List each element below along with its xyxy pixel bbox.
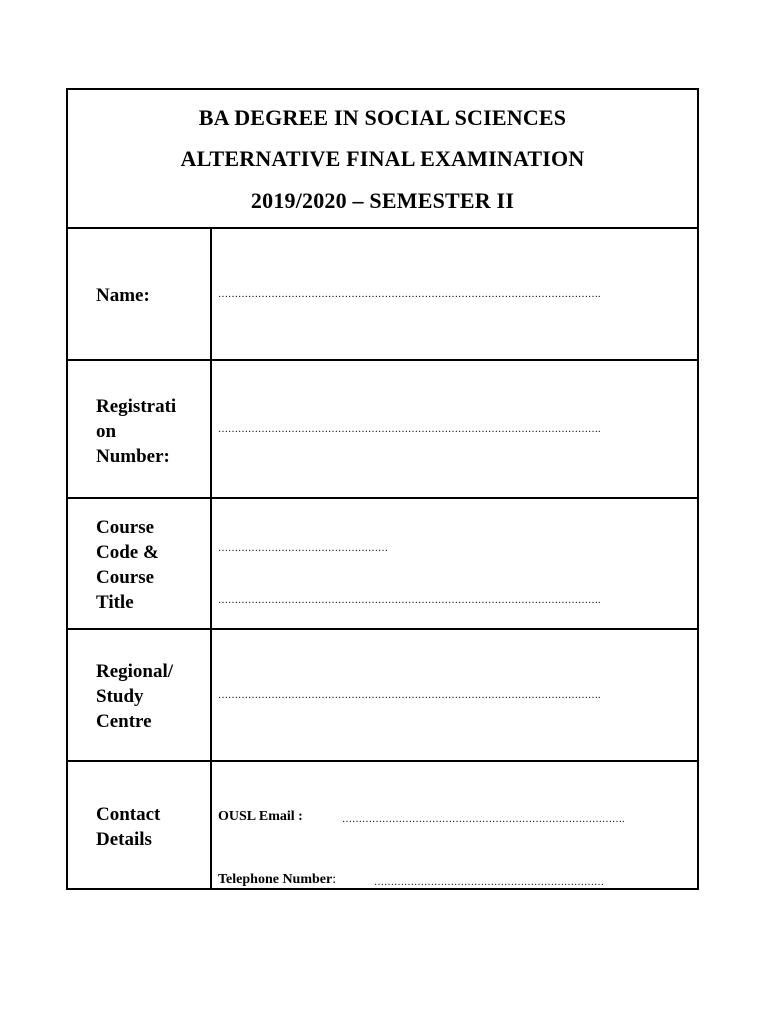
semester-title: 2019/2020 – SEMESTER II [250, 188, 515, 213]
name-field[interactable]: ……………………………………………………………………………………………………. [218, 290, 601, 300]
centre-label-line1: Regional/ [96, 661, 174, 682]
registration-row [68, 361, 697, 499]
centre-row [68, 630, 697, 762]
registration-label [96, 394, 206, 469]
contact-row [68, 762, 697, 890]
contact-label-line1: Contact [96, 804, 161, 825]
phone-label-text: Telephone Number [218, 872, 333, 887]
centre-label [96, 659, 206, 734]
name-row [68, 229, 697, 361]
name-label: Name: [96, 285, 150, 306]
centre-field[interactable]: ……………………………………………………………………………………………………. [218, 691, 601, 701]
course-row [68, 499, 697, 630]
course-label-line1: Course [96, 517, 155, 538]
course-label-line4: Title [96, 592, 134, 613]
form-header [68, 90, 697, 229]
contact-label-line2: Details [96, 829, 152, 850]
course-label [96, 515, 206, 615]
course-label-line2: Code & [96, 542, 159, 563]
contact-label [96, 802, 206, 852]
degree-title: BA DEGREE IN SOCIAL SCIENCES [198, 105, 567, 130]
course-label-line3: Course [96, 567, 155, 588]
centre-label-line3: Centre [96, 711, 152, 732]
column-divider [210, 229, 212, 890]
centre-label-line2: Study [96, 686, 144, 707]
email-label: OUSL Email : [218, 809, 303, 824]
phone-label [218, 872, 336, 888]
course-code-field[interactable]: …………………………………………… [218, 544, 388, 554]
email-field[interactable]: …………………………………………………………………………. [342, 815, 625, 825]
phone-field[interactable]: …………………………………………………………… [374, 878, 604, 888]
registration-field[interactable]: ……………………………………………………………………………………………………. [218, 425, 601, 435]
registration-label-line2: on [96, 421, 117, 442]
course-title-field[interactable]: ……………………………………………………………………………………………………. [218, 596, 601, 606]
registration-label-line3: Number: [96, 446, 170, 467]
exam-title: ALTERNATIVE FINAL EXAMINATION [180, 146, 585, 171]
registration-label-line1: Registrati [96, 396, 177, 417]
exam-cover-form [66, 88, 699, 890]
phone-label-colon: : [332, 872, 337, 887]
